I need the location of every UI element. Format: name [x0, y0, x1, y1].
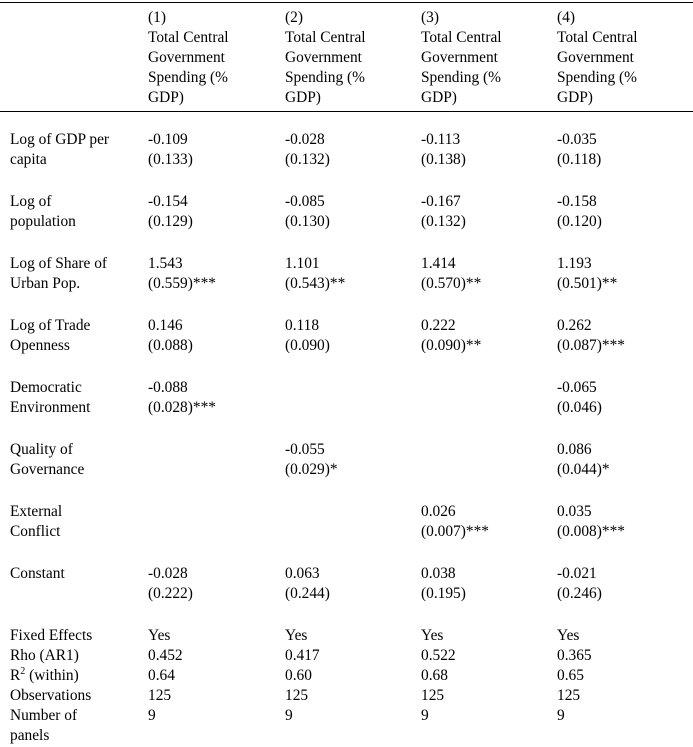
dep-var-line: Total Central: [148, 29, 229, 46]
header-rule: [0, 111, 693, 112]
dep-var-line: Government: [557, 49, 634, 66]
stat-label-panels: [10, 706, 135, 746]
row-label-line: Log of Trade: [10, 317, 91, 334]
dep-var-line: GDP): [148, 89, 184, 106]
column-header-3: [421, 8, 502, 108]
coefficient: 0.086: [557, 441, 592, 458]
std-error: (0.138): [421, 151, 466, 168]
std-error: (0.570)**: [421, 275, 482, 292]
dep-var-line: GDP): [557, 89, 593, 106]
row-label-line: Log of: [10, 193, 52, 210]
stat-rho-2: 0.417: [285, 647, 320, 664]
dep-var-line: Spending (%: [148, 69, 228, 86]
cell-constant-1: [148, 564, 193, 604]
stat-r2-2: 0.60: [285, 667, 312, 684]
row-label-line: capita: [10, 151, 47, 168]
stat-rho-1: 0.452: [148, 647, 183, 664]
std-error: (0.090)**: [421, 337, 482, 354]
std-error: (0.129): [148, 213, 193, 230]
std-error: (0.195): [421, 585, 466, 602]
column-number: (4): [557, 9, 575, 26]
dep-var-line: GDP): [421, 89, 457, 106]
cell-gdp-2: [285, 130, 330, 170]
row-label-line: Democratic: [10, 379, 82, 396]
coefficient: 0.262: [557, 317, 592, 334]
cell-gdp-1: [148, 130, 193, 170]
std-error: (0.133): [148, 151, 193, 168]
row-label-line: Constant: [10, 565, 65, 582]
coefficient: 0.035: [557, 503, 592, 520]
std-error: (0.130): [285, 213, 330, 230]
coefficient: -0.113: [421, 131, 461, 148]
cell-population-3: [421, 192, 466, 232]
row-label-democratic: [10, 378, 135, 418]
row-label-line: Openness: [10, 337, 70, 354]
dep-var-line: Total Central: [421, 29, 502, 46]
cell-urban-1: [148, 254, 216, 294]
cell-constant-4: [557, 564, 602, 604]
row-label-line: Environment: [10, 399, 91, 416]
coefficient: -0.158: [557, 193, 597, 210]
std-error: (0.028)***: [148, 399, 216, 416]
std-error: (0.044)*: [557, 461, 610, 478]
std-error: (0.559)***: [148, 275, 216, 292]
stat-rho-4: 0.365: [557, 647, 592, 664]
std-error: (0.090): [285, 337, 330, 354]
row-label-constant: [10, 564, 135, 584]
stat-fixed-effects-2: Yes: [285, 627, 308, 644]
coefficient: -0.154: [148, 193, 188, 210]
dep-var-line: Total Central: [285, 29, 366, 46]
cell-gdp-4: [557, 130, 601, 170]
dep-var-line: Total Central: [557, 29, 638, 46]
cell-conflict-4: [557, 502, 625, 542]
cell-democratic-1: [148, 378, 216, 418]
std-error: (0.501)**: [557, 275, 618, 292]
row-label-trade: [10, 316, 135, 356]
stat-label-r2: [10, 666, 135, 686]
stat-rho-3: 0.522: [421, 647, 456, 664]
cell-trade-4: [557, 316, 625, 356]
std-error: (0.246): [557, 585, 602, 602]
column-header-4: [557, 8, 638, 108]
dep-var-line: Government: [421, 49, 498, 66]
cell-constant-2: [285, 564, 330, 604]
coefficient: 0.118: [285, 317, 320, 334]
std-error: (0.132): [421, 213, 466, 230]
coefficient: 1.414: [421, 255, 456, 272]
coefficient: 1.193: [557, 255, 592, 272]
coefficient: -0.028: [285, 131, 325, 148]
coefficient: -0.167: [421, 193, 461, 210]
coefficient: 1.101: [285, 255, 320, 272]
row-label-conflict: [10, 502, 135, 542]
coefficient: 0.026: [421, 503, 456, 520]
cell-population-2: [285, 192, 330, 232]
cell-population-1: [148, 192, 193, 232]
std-error: (0.007)***: [421, 523, 489, 540]
stat-r2-3: 0.68: [421, 667, 448, 684]
std-error: (0.132): [285, 151, 330, 168]
stat-fixed-effects-4: Yes: [557, 627, 580, 644]
column-number: (2): [285, 9, 303, 26]
coefficient: -0.035: [557, 131, 597, 148]
coefficient: -0.028: [148, 565, 188, 582]
std-error: (0.222): [148, 585, 193, 602]
cell-trade-3: [421, 316, 481, 356]
dep-var-line: Spending (%: [557, 69, 637, 86]
row-label-population: [10, 192, 135, 232]
cell-gdp-3: [421, 130, 466, 170]
row-label-line: panels: [10, 727, 50, 744]
stat-fixed-effects-3: Yes: [421, 627, 444, 644]
row-label-line: Quality of: [10, 441, 73, 458]
column-number: (3): [421, 9, 439, 26]
cell-urban-2: [285, 254, 345, 294]
std-error: (0.543)**: [285, 275, 346, 292]
column-header-1: [148, 8, 229, 108]
std-error: (0.087)***: [557, 337, 625, 354]
cell-governance-2: [285, 440, 338, 480]
column-header-2: [285, 8, 366, 108]
stat-r2-4: 0.65: [557, 667, 584, 684]
coefficient: -0.065: [557, 379, 597, 396]
std-error: (0.118): [557, 151, 602, 168]
cell-trade-1: [148, 316, 193, 356]
stat-panels-1: 9: [148, 707, 156, 724]
row-label-line: Number of: [10, 707, 78, 724]
row-label-governance: [10, 440, 135, 480]
top-rule: [0, 2, 693, 3]
stat-observations-4: 125: [557, 687, 581, 704]
cell-governance-4: [557, 440, 610, 480]
cell-urban-3: [421, 254, 481, 294]
coefficient: -0.021: [557, 565, 597, 582]
row-label-line: Log of GDP per: [10, 131, 110, 148]
dep-var-line: Government: [285, 49, 362, 66]
stat-fixed-effects-1: Yes: [148, 627, 171, 644]
std-error: (0.029)*: [285, 461, 338, 478]
std-error: (0.088): [148, 337, 193, 354]
dep-var-line: GDP): [285, 89, 321, 106]
cell-trade-2: [285, 316, 330, 356]
row-label-line: Governance: [10, 461, 85, 478]
cell-democratic-4: [557, 378, 602, 418]
cell-constant-3: [421, 564, 466, 604]
stat-panels-3: 9: [421, 707, 429, 724]
row-label-line: External: [10, 503, 63, 520]
r2-suffix: (within): [25, 667, 79, 684]
stat-label-rho: Rho (AR1): [10, 647, 79, 664]
row-label-gdp: [10, 130, 135, 170]
coefficient: 0.146: [148, 317, 183, 334]
std-error: (0.120): [557, 213, 602, 230]
cell-urban-4: [557, 254, 617, 294]
stat-r2-1: 0.64: [148, 667, 175, 684]
dep-var-line: Spending (%: [421, 69, 501, 86]
cell-population-4: [557, 192, 602, 232]
coefficient: -0.088: [148, 379, 188, 396]
std-error: (0.244): [285, 585, 330, 602]
dep-var-line: Government: [148, 49, 225, 66]
stat-label-fixed-effects: Fixed Effects: [10, 627, 93, 644]
row-label-urban: [10, 254, 135, 294]
row-label-line: Log of Share of: [10, 255, 108, 272]
stat-label-observations: Observations: [10, 687, 92, 704]
stat-observations-3: 125: [421, 687, 445, 704]
coefficient: 1.543: [148, 255, 183, 272]
stat-observations-1: 125: [148, 687, 172, 704]
std-error: (0.008)***: [557, 523, 625, 540]
coefficient: 0.063: [285, 565, 320, 582]
coefficient: -0.055: [285, 441, 325, 458]
r2-superscript: 2: [20, 665, 26, 677]
dep-var-line: Spending (%: [285, 69, 365, 86]
row-label-line: population: [10, 213, 76, 230]
stat-panels-2: 9: [285, 707, 293, 724]
std-error: (0.046): [557, 399, 602, 416]
r2-letter: R: [10, 667, 21, 684]
coefficient: -0.085: [285, 193, 325, 210]
coefficient: 0.038: [421, 565, 456, 582]
stat-observations-2: 125: [285, 687, 309, 704]
stat-panels-4: 9: [557, 707, 565, 724]
coefficient: -0.109: [148, 131, 188, 148]
row-label-line: Conflict: [10, 523, 61, 540]
cell-conflict-3: [421, 502, 489, 542]
coefficient: 0.222: [421, 317, 456, 334]
row-label-line: Urban Pop.: [10, 275, 81, 292]
column-number: (1): [148, 9, 166, 26]
